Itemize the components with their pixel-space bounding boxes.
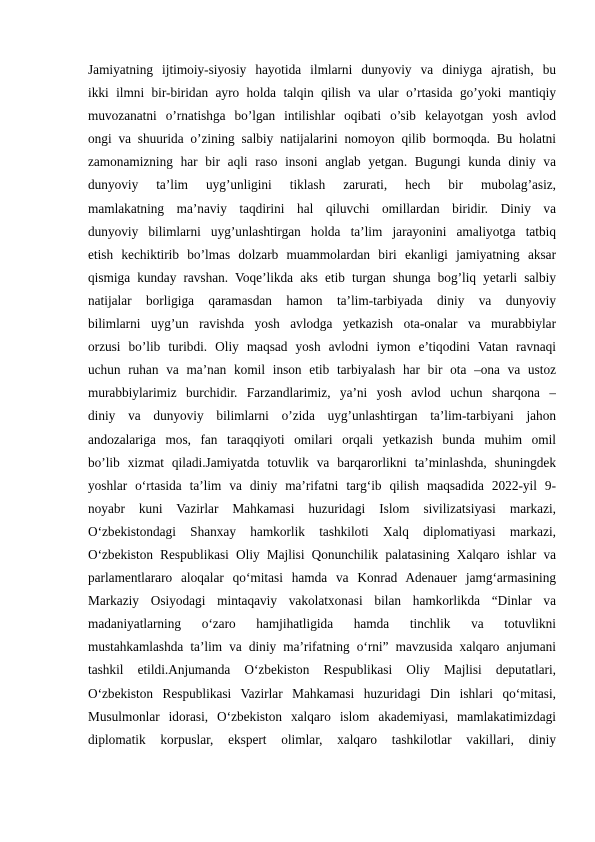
text-line: O‘zbekiston Respublikasi Oliy Majlisi Qonunchilik palatasining Xalqaro ishlar va bbox=[88, 546, 556, 562]
text-line: Markaziy Osiyodagi mintaqaviy vakolatxonasi bilan hamkorlikda “Dinlar va bbox=[88, 593, 556, 609]
text-line: bilimlarni uyg’un ravishda yosh avlodga yetkazish ota-onalar va murabbiylar bbox=[88, 316, 556, 332]
text-line: ongi va shuurida o’zining salbiy natijalarini nomoyon qilib bormoqda. Bu holatni bbox=[88, 131, 556, 147]
text-line: uchun ruhan va ma’nan komil inson etib tarbiyalash har bir ota –ona va ustoz bbox=[88, 362, 556, 378]
text-line: andozalariga mos, fan taraqqiyoti omilari orqali yetkazish bunda muhim omil bbox=[88, 431, 556, 447]
text-line: mamlakatning ma’naviy taqdirini hal qiluvchi omillardan biridir. Diniy va bbox=[88, 200, 556, 216]
text-line: dunyoviy bilimlarni uyg’unlashtirgan holda ta’lim jarayonini amaliyotga tatbiq bbox=[88, 223, 556, 239]
text-line: orzusi bo’lib turibdi. Oliy maqsad yosh avlodni iymon e’tiqodini Vatan ravnaqi bbox=[88, 339, 556, 355]
text-line: natijalar borligiga qaramasdan hamon ta’lim-tarbiyada diniy va dunyoviy bbox=[88, 292, 556, 308]
text-line: diniy va dunyoviy bilimlarni o’zida uyg’unlashtirgan ta’lim-tarbiyani jahon bbox=[88, 408, 556, 424]
text-line: O‘zbekistondagi Shanxay hamkorlik tashkiloti Xalq diplomatiyasi markazi, bbox=[88, 523, 556, 539]
text-line: dunyoviy ta’lim uyg’unligini tiklash zarurati, hech bir mubolag’asiz, bbox=[88, 177, 556, 193]
text-line: murabbiylarimiz burchidir. Farzandlarimiz, ya’ni yosh avlod uchun sharqona – bbox=[88, 385, 556, 401]
text-line: diplomatik korpuslar, ekspert olimlar, xalqaro tashkilotlar vakillari, diniy bbox=[88, 731, 556, 747]
text-line: muvozanatni o’rnatishga bo’lgan intilishlar oqibati o’sib kelayotgan yosh avlod bbox=[88, 108, 556, 124]
text-line: noyabr kuni Vazirlar Mahkamasi huzuridagi Islom sivilizatsiyasi markazi, bbox=[88, 500, 556, 516]
text-line: zamonamizning har bir aqli raso insoni anglab yetgan. Bugungi kunda diniy va bbox=[88, 154, 556, 170]
text-line: tashkil etildi.Anjumanda O‘zbekiston Respublikasi Oliy Majlisi deputatlari, bbox=[88, 662, 556, 678]
text-line: Musulmonlar idorasi, O‘zbekiston xalqaro islom akademiyasi, mamlakatimizdagi bbox=[88, 708, 556, 724]
text-line: ikki ilmni bir-biridan ayro holda talqin qilish va ular o’rtasida go’yoki mantiqiy bbox=[88, 85, 556, 101]
text-line: bo’lib xizmat qiladi.Jamiyatda totuvlik va barqarorlikni ta’minlashda, shuningdek bbox=[88, 454, 556, 470]
text-line: O‘zbekiston Respublikasi Vazirlar Mahkamasi huzuridagi Din ishlari qo‘mitasi, bbox=[88, 685, 556, 701]
body-paragraph bbox=[88, 58, 556, 751]
text-line: parlamentlararo aloqalar qo‘mitasi hamda va Konrad Adenauer jamg‘armasining bbox=[88, 570, 556, 586]
text-line: mustahkamlashda ta’lim va diniy ma’rifatning o‘rni” mavzusida xalqaro anjumani bbox=[88, 639, 556, 655]
text-line: yoshlar o‘rtasida ta’lim va diniy ma’rifatni targ‘ib qilish maqsadida 2022-yil 9- bbox=[88, 477, 556, 493]
text-line: qismiga kunday ravshan. Voqe’likda aks etib turgan shunga bog’liq yetarli salbiy bbox=[88, 269, 556, 285]
text-line: Jamiyatning ijtimoiy-siyosiy hayotida ilmlarni dunyoviy va diniyga ajratish, bu bbox=[88, 62, 556, 77]
text-line: etish kechiktirib bo’lmas dolzarb muammolardan biri ekanligi jamiyatning aksar bbox=[88, 246, 556, 262]
text-line: madaniyatlarning o‘zaro hamjihatligida hamda tinchlik va totuvlikni bbox=[88, 616, 556, 632]
